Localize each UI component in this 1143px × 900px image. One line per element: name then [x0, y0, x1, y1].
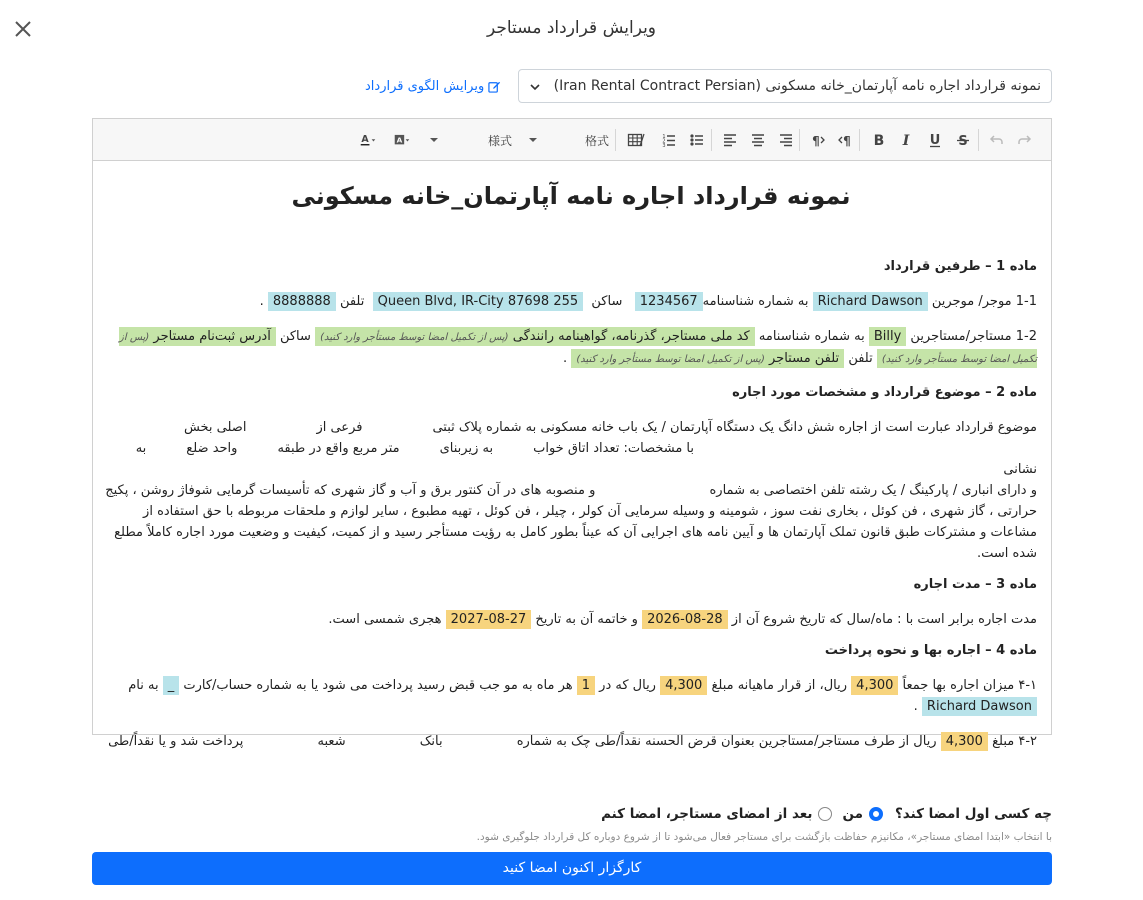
svg-text:A: A [361, 134, 369, 146]
chevron-down-icon [529, 81, 541, 93]
radio-sign-after-tenant[interactable] [818, 807, 832, 821]
end-date-field[interactable]: 27-08-2027 [446, 610, 532, 629]
section-2-heading: ماده 2 – موضوع قرارداد و مشخصات مورد اجاره [732, 385, 1037, 400]
style-dropdown[interactable] [430, 130, 512, 150]
agent-sign-now-button[interactable]: کارگزار اکنون امضا کنید [92, 852, 1052, 885]
section-4-1-paragraph: ۴-۱ میزان اجاره بها جمعاً 4,300 ریال، از قرار ماهیانه مبلغ 4,300 ریال که در 1 هر ماه به مو جب قبض رسید پرداخت می شود یا به شماره حساب/کارت _ به نام Richard Dawson . [128, 678, 1037, 714]
contract-document[interactable] [93, 161, 1051, 749]
radio-sign-me-first[interactable] [869, 807, 883, 821]
style-dropdown-label: 様式 [487, 133, 512, 148]
tenant-address-field[interactable]: آدرس ثبت‌نام مستاجر (پس از تکمیل امضا توسط مستأجر وارد کنید) [119, 327, 1037, 368]
sign-order-question: چه کسی اول امضا کند؟ [894, 806, 1052, 822]
sign-order-note: با انتخاب «ابتدا امضای مستاجر»، مکانیزم حفاظت بازگشت برای مستاجر فعال می‌شود تا از شروع دوباره کل قرارداد جلوگیری شود. [476, 831, 1052, 843]
radio-me-label[interactable]: من [842, 806, 863, 822]
svg-text:I: I [902, 133, 910, 149]
underline-icon[interactable] [926, 130, 944, 150]
section-1-heading: ماده 1 – طرفین قرارداد [883, 259, 1037, 274]
monthly-rent-field[interactable]: 4,300 [660, 676, 707, 695]
format-dropdown[interactable] [529, 130, 609, 150]
text-color-icon[interactable] [355, 130, 381, 150]
format-dropdown-label: 格式 [584, 133, 609, 148]
italic-icon[interactable] [897, 130, 915, 150]
radio-after-label[interactable]: بعد از امضای مستاجر، امضا کنم [601, 806, 813, 822]
svg-text:3: 3 [662, 143, 666, 149]
strikethrough-icon[interactable] [954, 130, 972, 150]
svg-text:U: U [929, 133, 941, 148]
sign-order-group [597, 806, 1052, 822]
close-icon[interactable] [12, 18, 34, 40]
bullet-list-icon[interactable] [688, 130, 706, 150]
tenant-phone-field[interactable]: تلفن مستاجر (پس از تکمیل امضا توسط مستأجر وارد کنید) [571, 349, 844, 368]
tenant-id-field[interactable]: کد ملی مستاجر، گذرنامه، گواهینامه رانندگی (پس از تکمیل امضا توسط مستأجر وارد کنید) [315, 327, 755, 346]
svg-text:¶: ¶ [843, 134, 851, 148]
owner-id-field[interactable]: 1234567 [635, 292, 703, 311]
section-1-tenant-paragraph: 1-2 مستاجر/مستاجرین Billy به شماره شناسنامه کد ملی مستاجر، گذرنامه، گواهینامه رانندگی (پس از تکمیل امضا توسط مستأجر وارد کنید) ساکن آدرس ثبت‌نام مستاجر (پس از تکمیل امضا توسط مستأجر وارد کنید) تلفن تلفن مستاجر (پس از تکمیل امضا توسط مستأجر وارد کنید) . [119, 329, 1037, 366]
account-number-field[interactable]: _ [163, 676, 180, 695]
section-4-heading: ماده 4 – اجاره بها و نحوه پرداخت [824, 643, 1037, 658]
deposit-amount-field[interactable]: 4,300 [941, 732, 988, 751]
section-2-paragraph: موضوع قرارداد عبارت است از اجاره شش دانگ یک دستگاه آپارتمان / یک باب خانه مسکونی به شماره پلاک ثبتیفرعی ازاصلی بخش با مشخصات: تعداد اتاق خواببه زیربنایمتر مربع واقع در طبقهواحد ضلعبه نشانی و دارای انباری / پارکینگ / یک رشته تلفن اختصاصی به شماره و منصوبه های در آن کنتور برق و آب و گاز شهری که تأسیسات گرمایی شوفاژ روشن ، پکیج حرارتی ، گاز شهری ، فن کوئل ، بخاری نفت سوز ، شومینه و وسیله سرمایی آن کولر ، چیلر ، فن کوئل ، تهیه مطبوع ، سایر لوازم و ملحقات مربوطه با حق استفاده از مشاعات و مشترکات طبق قانون تملک آپارتمان ها و آیین نامه های اجرایی آن که عیناً بطور کامل به رؤیت مستأجر رسید و از کمیت، کیفیت و وضعیت مورد اجاره کاملاً مطلع شده است. [105, 420, 1037, 561]
undo-icon[interactable] [988, 130, 1006, 150]
document-title: نمونه قرارداد اجاره نامه آپارتمان_خانه مسکونی [291, 182, 851, 210]
svg-text:A: A [396, 135, 403, 145]
payment-day-field[interactable]: 1 [577, 676, 595, 695]
align-right-icon[interactable] [777, 130, 795, 150]
align-center-icon[interactable] [749, 130, 767, 150]
contract-editor[interactable] [92, 118, 1052, 749]
edit-icon [488, 80, 501, 93]
svg-text:S: S [958, 134, 968, 149]
align-left-icon[interactable] [721, 130, 739, 150]
svg-text:2: 2 [662, 138, 666, 145]
svg-text:1: 1 [662, 134, 666, 140]
redo-icon[interactable] [1015, 130, 1033, 150]
total-rent-field[interactable]: 4,300 [851, 676, 898, 695]
owner-phone-field[interactable]: 8888888 [268, 292, 336, 311]
editor-toolbar [93, 119, 1051, 161]
ltr-direction-icon[interactable] [809, 130, 827, 150]
numbered-list-icon[interactable] [660, 130, 678, 150]
tenant-name-field[interactable]: Billy [869, 327, 906, 346]
section-4-2-paragraph: ۴-۲ مبلغ 4,300 ریال از طرف مستاجر/مستاجرین بعنوان قرض الحسنه نقداً/طی چک به شماره بانک شعبه پرداخت شد و یا نقداً/طی [108, 734, 1037, 749]
edit-template-link[interactable] [365, 79, 501, 94]
start-date-field[interactable]: 28-08-2026 [642, 610, 728, 629]
svg-text:B: B [873, 133, 885, 149]
svg-text:¶: ¶ [812, 134, 820, 148]
table-icon[interactable] [625, 130, 645, 150]
modal-title: ویرایش قرارداد مستاجر [486, 18, 657, 38]
background-color-icon[interactable] [389, 130, 415, 150]
owner-name-field[interactable]: Richard Dawson [813, 292, 928, 311]
section-3-heading: ماده 3 – مدت اجاره [913, 577, 1037, 592]
rtl-direction-icon[interactable] [836, 130, 854, 150]
bold-icon[interactable] [870, 130, 888, 150]
section-3-paragraph: مدت اجاره برابر است با : ماه/سال که تاریخ شروع آن از 28-08-2026 و خاتمه آن به تاریخ 27-08-2027 هجری شمسی است. [328, 612, 1037, 627]
template-select-value: نمونه قرارداد اجاره نامه آپارتمان_خانه مسکونی (Iran Rental Contract Persian) [553, 78, 1041, 94]
owner-address-field[interactable]: Queen Blvd, IR-City 87698 255 [373, 292, 584, 311]
payee-name-field[interactable]: Richard Dawson [922, 697, 1037, 716]
section-1-owner-paragraph: 1-1 موجر/ موجرین Richard Dawson به شماره شناسنامه1234567 ساکن Queen Blvd, IR-City 87698 255 تلفن 8888888 . [259, 294, 1037, 309]
edit-template-label: ویرایش الگوی قرارداد [365, 79, 485, 94]
template-select[interactable] [518, 69, 1052, 103]
